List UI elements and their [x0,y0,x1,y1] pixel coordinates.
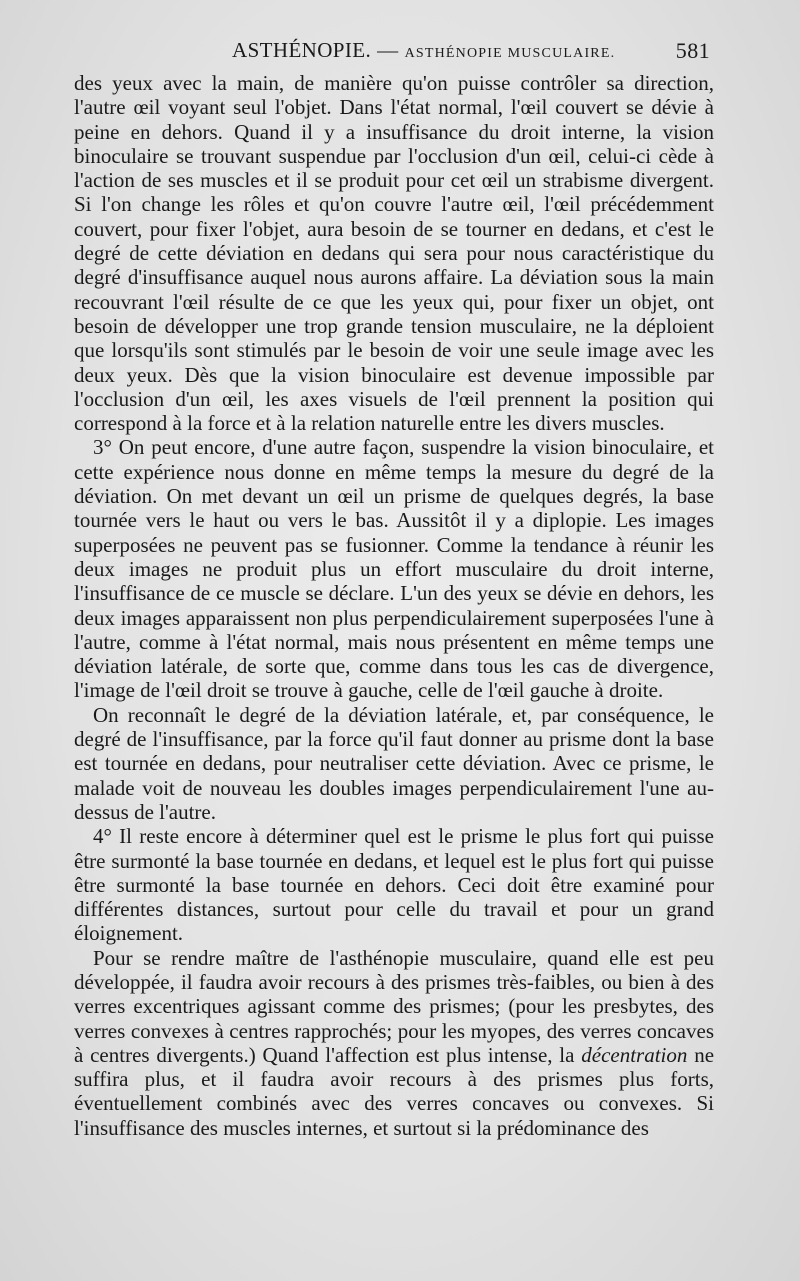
treatment-text-start: Pour se rendre maître de l'asthénopie musculaire, quand elle est peu développée, il faudra avoir recours à des prismes très-faibles, ou bien à des verres excentriques agissant comme des prismes; (pour les presbytes, des verres convexes à centres rapprochés; pour les myopes, des verres concaves à centres divergents.) Quand l'affection est plus intense, la [74,945,714,1067]
treatment-text-end: ne suffira plus, et il faudra avoir recours à des prismes plus forts, éventuellement combinés avec des verres concaves ou convexes. Si l'insuffisance des muscles internes, et surtout si la prédominance des [74,1042,715,1140]
body-text [74,71,714,1140]
paragraph-lateral-deviation: On reconnaît le degré de la déviation latérale, et, par conséquence, le degré de l'insuffisance, par la force qu'il faut donner au prisme dont la base est tournée en dedans, pour neutraliser cette déviation. Avec ce prisme, le malade voit de nouveau les doubles images perpendiculairement l'une au-dessus de l'autre. [74,702,714,824]
paragraph-point-3: 3° On peut encore, d'une autre façon, suspendre la vision binoculaire, et cette expérience nous donne en même temps la mesure du degré de la déviation. On met devant un œil un prisme de quelques degrés, la base tournée vers le haut ou vers le bas. Aussitôt il y a diplopie. Les images superposées ne peuvent pas se fusionner. Comme la tendance à réunir les deux images ne produit plus un effort musculaire du droit interne, l'insuffisance de ce muscle se déclare. L'un des yeux se dévie en dehors, les deux images apparaissent non plus perpendiculairement superposées l'une à l'autre, comme à l'état normal, mais nous présentent en même temps une déviation latérale, de sorte que, comme dans tous les cas de divergence, l'image de l'œil droit se trouve à gauche, celle de l'œil gauche à droite. [74,435,714,703]
paragraph-continued: des yeux avec la main, de manière qu'on puisse contrôler sa direction, l'autre œil voyant seul l'objet. Dans l'état normal, l'œil couvert se dévie à peine en dehors. Quand il y a insuffisance du droit interne, la vision binoculaire se trouvant suspendue par l'occlusion d'un œil, celui-ci cède à l'action de ses muscles et il se produit pour cet œil un strabisme divergent. Si l'on change les rôles et qu'on couvre l'autre œil, l'œil précédemment couvert, pour fixer l'objet, aura besoin de se tourner en dedans, et c'est le degré de cette déviation en dedans qui sera pour nous caractéristique du degré d'insuffisance auquel nous aurons affaire. La déviation sous la main recouvrant l'œil résulte de ce que les yeux qui, pour fixer un objet, ont besoin de développer une trop grande tension musculaire, ne la déploient que lorsqu'ils sont stimulés par le besoin de voir une seule image avec les deux yeux. Dès que la vision binoculaire est devenue impossible par l'occlusion d'un œil, les axes visuels de l'œil prennent la position qui correspond à la force et à la relation naturelle entre les divers muscles. [74,71,714,436]
page-number: 581 [675,38,710,63]
paragraph-treatment [74,946,714,1140]
running-title [232,38,615,63]
chapter-title: ASTHÉNOPIE. [232,38,372,62]
paragraph-point-4: 4° Il reste encore à déterminer quel est le prisme le plus fort qui puisse être surmonté la base tournée en dedans, et lequel est le plus fort qui puisse être surmonté la base tournée en dehors. Ceci doit être examiné pour différentes distances, surtout pour celle du travail et pour un grand éloignement. [74,824,714,946]
running-header [74,38,714,68]
header-separator: — [377,38,399,62]
term-decentration: décentration [581,1042,688,1067]
section-subtitle: ASTHÉNOPIE MUSCULAIRE. [404,46,616,61]
